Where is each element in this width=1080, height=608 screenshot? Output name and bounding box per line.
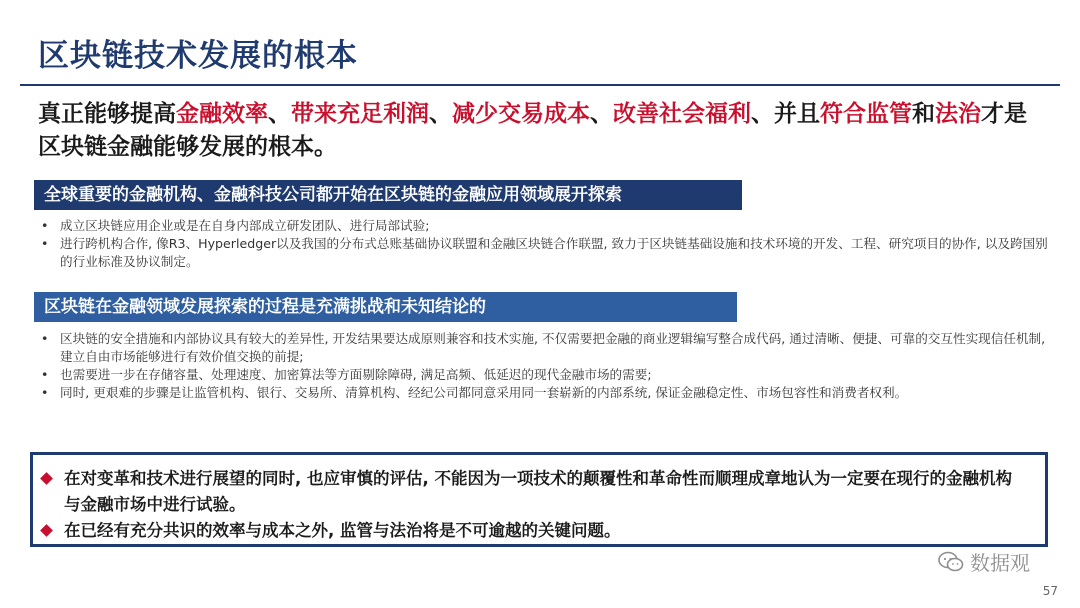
headline-highlight: 减少交易成本 — [452, 101, 590, 127]
list-item: • 同时, 更艰难的步骤是让监管机构、银行、交易所、清算机构、经纪公司都同意采用同一套崭新的内部系统, 保证金融稳定性、市场包容性和消费者权利。 — [38, 384, 1048, 402]
section-exploration-list — [38, 217, 1048, 271]
list-item: • 也需要进一步在存储容量、处理速度、加密算法等方面剔除障碍, 满足高频、低延迟的现代金融市场的需要; — [38, 366, 1048, 384]
headline-text: 才是区块链金融能够发展的根本。 — [38, 101, 1027, 160]
note-text: 在对变革和技术进行展望的同时, 也应审慎的评估, 不能因为一项技术的颠覆性和革命性而顺理成章地认为一定要在现行的金融机构与金融市场中进行试验。 — [64, 469, 1013, 514]
headline-text: 、 — [429, 101, 452, 127]
note-item — [38, 466, 1028, 518]
key-notes-list — [38, 466, 1028, 544]
note-text: 在已经有充分共识的效率与成本之外, 监管与法治将是不可逾越的关键问题。 — [64, 521, 621, 540]
page-number: 57 — [1042, 584, 1058, 598]
watermark — [938, 547, 1030, 576]
headline-highlight: 带来充足利润 — [291, 101, 429, 127]
headline-highlight: 符合监管 — [820, 101, 912, 127]
headline-highlight: 改善社会福利 — [613, 101, 751, 127]
headline-text: 和 — [912, 101, 935, 127]
list-item: • 区块链的安全措施和内部协议具有较大的差异性, 开发结果要达成原则兼容和技术实施, 不仅需要把金融的商业逻辑编写整合成代码, 通过清晰、便捷、可靠的交互性实现信任机制, 建立自由市场能够进行有效价值交换的前提; — [38, 330, 1048, 366]
headline-text: 、 — [268, 101, 291, 127]
diamond-bullet-icon — [40, 524, 53, 537]
wechat-icon — [938, 551, 964, 573]
title-divider — [20, 84, 1060, 86]
section-heading-exploration: 全球重要的金融机构、金融科技公司都开始在区块链的金融应用领域展开探索 — [34, 180, 742, 210]
diamond-bullet-icon — [40, 472, 53, 485]
list-item: • 成立区块链应用企业或是在自身内部成立研发团队、进行局部试验; — [38, 217, 1048, 235]
section-challenges-list — [38, 330, 1048, 402]
note-item — [38, 518, 1028, 544]
section-heading-challenges: 区块链在金融领域发展探索的过程是充满挑战和未知结论的 — [34, 292, 737, 322]
list-item: • 进行跨机构合作, 像R3、Hyperledger以及我国的分布式总账基础协议联盟和金融区块链合作联盟, 致力于区块链基础设施和技术环境的开发、工程、研究项目的协作, 以及跨国别的行业标准及协议制定。 — [38, 235, 1048, 271]
headline-statement — [38, 98, 1048, 164]
headline-text: 、并且 — [751, 101, 820, 127]
headline-text: 真正能够提高 — [38, 101, 176, 127]
headline-highlight: 金融效率 — [176, 101, 268, 127]
headline-text: 、 — [590, 101, 613, 127]
slide-title: 区块链技术发展的根本 — [38, 38, 358, 74]
watermark-text: 数据观 — [970, 551, 1030, 575]
headline-highlight: 法治 — [935, 101, 981, 127]
